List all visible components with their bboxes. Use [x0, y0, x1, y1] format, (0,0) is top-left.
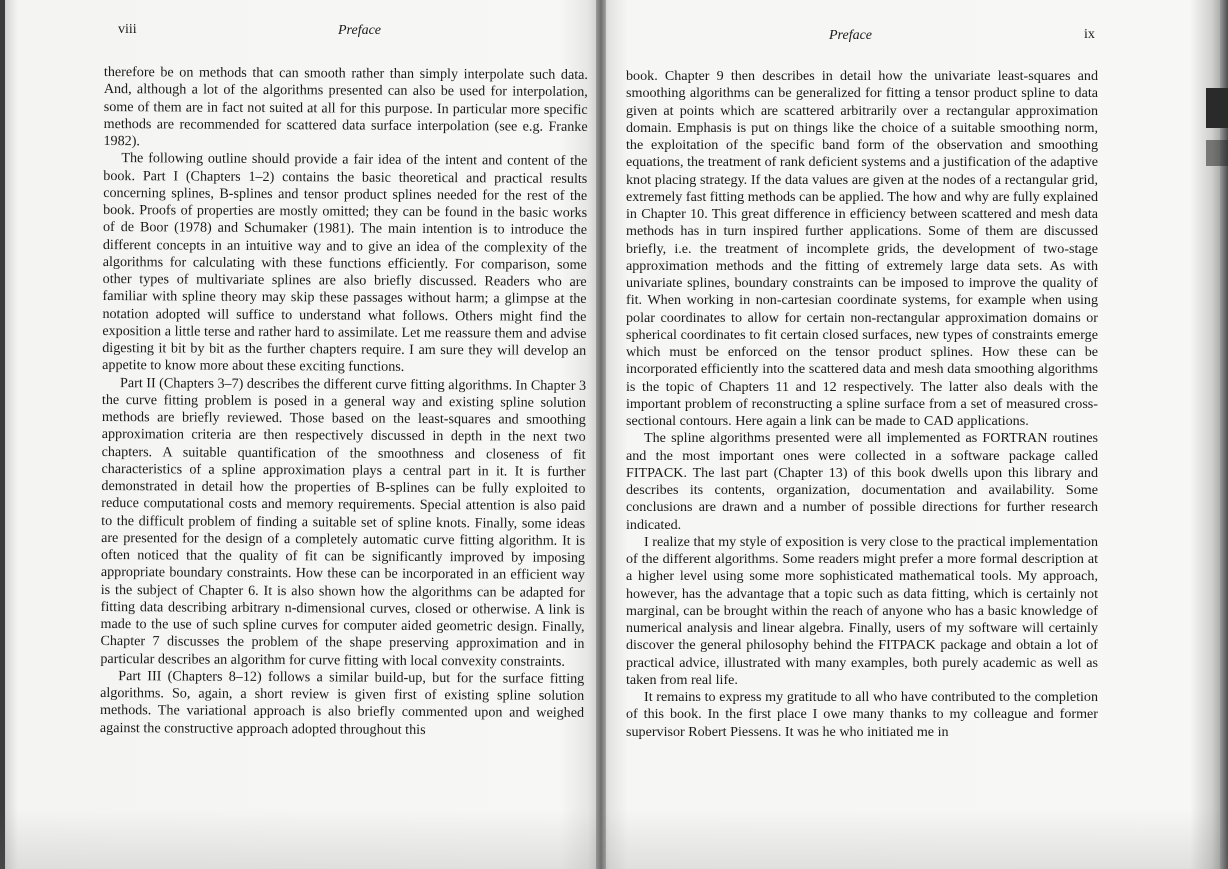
paragraph: Part III (Chapters 8–12) follows a similar build-up, but for the surface fitting algorithms. So, again, a short review is given first of existing spline solution methods. The variational approach is also briefly commented upon and weighed against the constructive approach adopted throughout this	[99, 667, 585, 738]
running-head-left: Preface	[338, 23, 382, 38]
paragraph: The following outline should provide a fair idea of the intent and content of the book. Part I (Chapters 1–2) contains the basic theoretical and practical results concerning splines, B-splines and tensor product splines needed for the rest of the book. Proofs of properties are mostly omitted; they can be found in the basic works of de Boor (1978) and Schumaker (1981). The main intention is to introduce the different concepts in an intuitive way and to give an idea of the complexity of the algorithms for calculating with these functions efficiently. For comparison, some other types of multivariate splines are also briefly discussed. Readers who are familiar with spline theory may skip these passages without harm; a glimpse at the notation adopted will suffice to understand what follows. Others might find the exposition a little terse and rather hard to assimilate. Let me reassure them and advise digesting it bit by bit as the further chapters require. I am sure they will develop an appetite to know more about these exciting functions.	[102, 150, 588, 376]
paragraph: therefore be on methods that can smooth rather than simply interpolate such data. And, although a lot of the algorithms presented can also be used for interpolation, some of them are in fact not suited at all for this purpose. In particular more specific methods are recommended for scattered data surface interpolation (see e.g. Franke 1982).	[103, 64, 588, 150]
left-page-edge	[0, 0, 5, 869]
paragraph: I realize that my style of exposition is very close to the practical implementation of the different algorithms. Some readers might prefer a more formal description at a higher level using some more sophisticated mathematical tools. My approach, however, has the advantage that a topic such as data fitting, which is certainly not marginal, can be brought within the reach of anyone who has a basic knowledge of numerical analysis and linear algebra. Finally, users of my software will certainly discover the general philosophy behind the FITPACK package and obtain a lot of practical advice, illustrated with many examples, both purely academic as well as taken from real life.	[626, 533, 1098, 688]
thumb-tab	[1206, 88, 1228, 128]
page-number-right: ix	[1084, 27, 1095, 42]
paragraph: Part II (Chapters 3–7) describes the different curve fitting algorithms. In Chapter 3 the curve fitting problem is posed in a general way and existing spline solution methods are briefly reviewed. Those based on the least-squares and smoothing approximation criteria are then respectively discussed in depth in the next two chapters. A suitable quantification of the smoothness and closeness of fit characteristics of a spline approximation plays a central part in it. It is further demonstrated in detail how the properties of B-splines can be fully exploited to reduce computational costs and memory requirements. Special attention is also paid to the difficult problem of finding a suitable set of spline knots. Finally, some ideas are presented for the design of a completely automatic curve fitting algorithm. It is often noticed that the quality of fit can be significantly improved by imposing appropriate boundary constraints. How these can be incorporated in an efficient way is the subject of Chapter 6. It is also shown how the algorithms can be adapted for fitting data describing arbitrary n-dimensional curves, closed or otherwise. A link is made to the use of such spline curves for computer aided geometric design. Finally, Chapter 7 discusses the problem of the shape preserving approximation and in particular describes an algorithm for curve fitting with local convexity constraints.	[100, 374, 587, 670]
book-gutter	[596, 0, 606, 869]
right-page	[600, 0, 1228, 869]
paragraph: book. Chapter 9 then describes in detail how the univariate least-squares and smoothing algorithms can be generalized for fitting a tensor product spline to data given at points which are scattered arbitrarily over a rectangular approximation domain. Emphasis is put on things like the choice of a suitable smoothing norm, the exploitation of the specific band form of the observation and smoothing equations, the treatment of rank deficient systems and a justification of the adaptive knot placing strategy. If the data values are given at the nodes of a rectangular grid, extremely fast fitting methods can be applied. The how and why are fully explained in Chapter 10. This great difference in efficiency between scattered and mesh data methods has in turn inspired further applications. Some of them are discussed briefly, i.e. the treatment of incomplete grids, the development of two-stage approximation methods and the fitting of extremely large data sets. As with univariate splines, boundary constraints can be imposed to improve the quality of fit. When working in non-cartesian coordinate systems, for example when using polar coordinates to allow for certain non-rectangular approximation domains or spherical coordinates to fit certain closed surfaces, new types of constraints emerge which must be enforced on the tensor product splines. How these can be incorporated efficiently into the scattered data and mesh data smoothing algorithms is the topic of Chapters 11 and 12 respectively. The latter also deals with the important problem of reconstructing a spline surface from a set of measured cross-sectional contours. Here again a link can be made to CAD applications.	[626, 68, 1098, 429]
right-page-body	[626, 68, 1098, 741]
right-page-edge	[1220, 0, 1228, 869]
thumb-tab	[1206, 140, 1228, 166]
paragraph: The spline algorithms presented were all implemented as FORTRAN routines and the most important ones were collected in a software package called FITPACK. The last part (Chapter 13) of this book dwells upon this library and describes its contents, organization, documentation and availability. Some conclusions are drawn and a number of possible directions for further research indicated.	[626, 430, 1098, 533]
left-page	[0, 0, 600, 869]
paragraph: It remains to express my gratitude to all who have contributed to the completion of this book. In the first place I owe many thanks to my colleague and former supervisor Robert Piessens. It was he who initiated me in	[626, 689, 1098, 740]
page-number-left: viii	[118, 22, 137, 37]
left-page-body	[100, 64, 588, 740]
running-head-right: Preface	[829, 28, 873, 43]
bottom-shadow	[0, 809, 1228, 869]
